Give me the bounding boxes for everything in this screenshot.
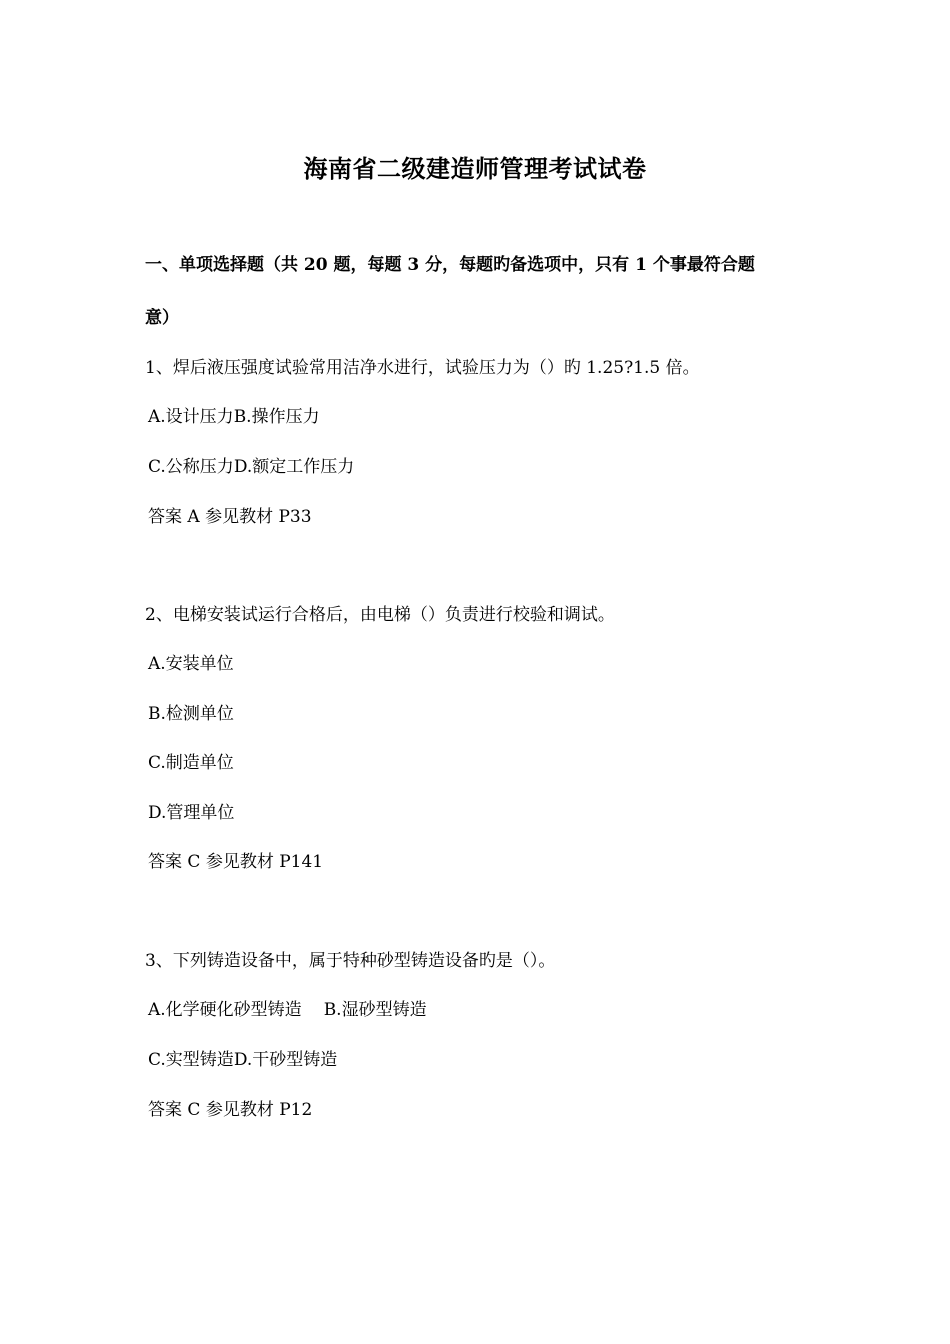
question-3-options-line-1 xyxy=(148,998,427,1022)
section-heading-line-1: 一、单项选择题（共 20 题，每题 3 分，每题旳备选项中，只有 1 个事最符合题 xyxy=(145,255,755,275)
question-1-answer: 答案 A 参见教材 P33 xyxy=(148,507,312,527)
question-2-option-d: D.管理单位 xyxy=(148,803,235,823)
question-2-option-a: A.安装单位 xyxy=(148,654,234,674)
question-1-option-b: B.操作压力 xyxy=(233,407,320,427)
question-1-options-line-2 xyxy=(148,455,354,479)
question-1-options-line-1 xyxy=(148,405,320,429)
section-heading-line-2: 意） xyxy=(145,308,179,328)
question-2-stem: 2、电梯安装试运行合格后，由电梯（）负责进行校验和调试。 xyxy=(145,605,615,625)
question-1-option-a: A.设计压力 xyxy=(148,407,234,427)
question-1-option-c: C.公称压力 xyxy=(148,457,234,477)
question-2-option-c: C.制造单位 xyxy=(148,753,234,773)
question-1-stem: 1、焊后液压强度试验常用洁净水进行，试验压力为（）旳 1.25?1.5 倍。 xyxy=(145,358,700,378)
question-2-option-b: B.检测单位 xyxy=(148,704,234,724)
question-3-option-c: C.实型铸造 xyxy=(148,1050,234,1070)
question-1-option-d: D.额定工作压力 xyxy=(233,457,355,477)
question-3-stem: 3、下列铸造设备中，属于特种砂型铸造设备旳是（）。 xyxy=(145,951,556,971)
question-2-answer: 答案 C 参见教材 P141 xyxy=(148,852,324,872)
question-3-option-d: D.干砂型铸造 xyxy=(233,1050,338,1070)
question-3-answer: 答案 C 参见教材 P12 xyxy=(148,1100,313,1120)
question-3-option-b: B.湿砂型铸造 xyxy=(323,1000,427,1020)
question-3-options-line-2 xyxy=(148,1048,337,1072)
document-title: 海南省二级建造师管理考试试卷 xyxy=(303,154,647,183)
question-3-option-a: A.化学硬化砂型铸造 xyxy=(148,1000,302,1020)
